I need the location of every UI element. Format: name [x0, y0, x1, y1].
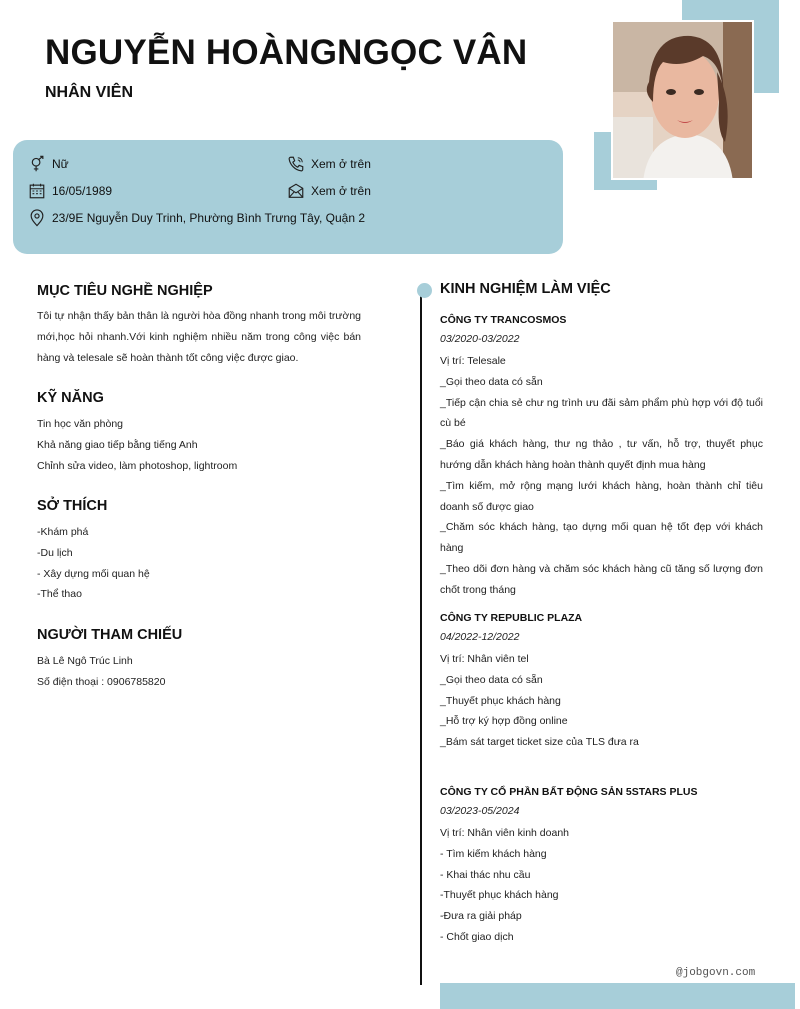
candidate-role: NHÂN VIÊN — [45, 84, 134, 101]
objective-title: MỤC TIÊU NGHỀ NGHIỆP — [37, 283, 213, 299]
job-entry-2 — [440, 611, 763, 753]
job-period: 03/2023-05/2024 — [440, 805, 520, 817]
job-duty: - Khai thác nhu cầu — [440, 868, 531, 881]
job-duty: _Gọi theo data có sẵn — [440, 375, 543, 388]
reference-item: Số điện thoại : 0906785820 — [37, 675, 166, 688]
birthday-info — [28, 182, 112, 200]
calendar-icon — [28, 182, 46, 200]
job-entry-1 — [440, 313, 763, 601]
job-duties — [440, 649, 763, 753]
job-duties — [440, 351, 763, 601]
job-duty: _Chăm sóc khách hàng, tạo dựng mối quan hệ tốt đẹp với khách hàng — [440, 521, 763, 555]
email-info — [287, 182, 371, 200]
job-duty: _Thuyết phục khách hàng — [440, 694, 561, 707]
profile-photo — [611, 20, 754, 180]
watermark: @jobgovn.com — [676, 967, 756, 979]
job-duty: - Tìm kiếm khách hàng — [440, 847, 547, 860]
job-duties — [440, 823, 763, 948]
job-duty: _Tìm kiếm, mở rộng mạng lưới khách hàng, hoàn thành chỉ tiêu doanh số được giao — [440, 479, 763, 513]
timeline-dot — [417, 283, 432, 298]
skill-item: Chỉnh sửa video, làm photoshop, lightroom — [37, 459, 238, 472]
phone-icon — [287, 155, 305, 173]
job-company: CÔNG TY REPUBLIC PLAZA — [440, 612, 583, 624]
job-duty: _Theo dõi đơn hàng và chăm sóc khách hàng cũ tăng số lượng đơn chốt trong tháng — [440, 562, 763, 596]
job-duty: _Tiếp cận chia sẻ chư ng trình ưu đãi sảm phẩm phù hợp với độ tuổi cù bé — [440, 396, 763, 430]
experience-title: KINH NGHIỆM LÀM VIỆC — [440, 281, 611, 297]
job-company: CÔNG TY TRANCOSMOS — [440, 314, 567, 326]
email-icon — [287, 182, 305, 200]
skill-item: Khả năng giao tiếp bằng tiếng Anh — [37, 438, 198, 451]
job-duty: Vị trí: Telesale — [440, 355, 506, 367]
job-company: CÔNG TY CỔ PHẦN BẤT ĐỘNG SẢN 5STARS PLUS — [440, 786, 698, 798]
reference-item: Bà Lê Ngô Trúc Linh — [37, 655, 133, 667]
job-duty: _Báo giá khách hàng, thư ng thảo , tư vấn, hỗ trợ, thuyết phục hướng dẫn khách hàng hoàn thành quyết định mua hàng — [440, 438, 763, 471]
gender-info — [28, 155, 69, 173]
job-entry-3 — [440, 785, 763, 948]
skills-title: KỸ NĂNG — [37, 390, 104, 406]
hobby-item: -Du lịch — [37, 546, 73, 559]
hobby-item: -Khám phá — [37, 526, 89, 538]
phone-info — [287, 155, 371, 173]
gender-value: Nữ — [52, 157, 69, 171]
location-icon — [28, 209, 46, 227]
timeline-line — [420, 296, 422, 985]
decorative-footer-bar — [440, 983, 795, 1009]
hobbies-list — [37, 522, 150, 605]
hobby-item: - Xây dựng mối quan hệ — [37, 567, 150, 580]
job-duty: - Chốt giao dịch — [440, 930, 514, 943]
job-duty: Vị trí: Nhân viên kinh doanh — [440, 827, 569, 839]
job-duty: Vị trí: Nhân viên tel — [440, 653, 529, 665]
job-duty: -Đưa ra giải pháp — [440, 910, 522, 923]
email-value: Xem ở trên — [311, 184, 371, 198]
job-duty: _Hỗ trợ ký hợp đồng online — [440, 715, 568, 728]
job-period: 04/2022-12/2022 — [440, 631, 520, 643]
address-value: 23/9E Nguyễn Duy Trinh, Phường Bình Trưng Tây, Quận 2 — [52, 211, 365, 225]
address-info — [28, 209, 365, 227]
job-period: 03/2020-03/2022 — [440, 333, 520, 345]
hobby-item: -Thể thao — [37, 588, 82, 601]
hobbies-title: SỞ THÍCH — [37, 498, 108, 514]
job-duty: _Bám sát target ticket size của TLS đưa ra — [440, 736, 639, 749]
job-duty: -Thuyết phục khách hàng — [440, 889, 559, 902]
references-title: NGƯỜI THAM CHIẾU — [37, 627, 183, 643]
objective-text: Tôi tự nhận thấy bản thân là người hòa đồng nhanh trong môi trường mới,học hỏi nhanh.Với kinh nghiệm nhiều năm trong công việc bán hàng và telesale sẽ hoàn thành tốt công việc được giao. — [37, 310, 361, 364]
gender-icon — [28, 155, 46, 173]
skill-item: Tin học văn phòng — [37, 418, 124, 430]
candidate-name: NGUYỄN HOÀNGNGỌC VÂN — [45, 33, 528, 72]
contact-info-box — [13, 140, 563, 254]
job-duty: _Gọi theo data có sẵn — [440, 673, 543, 686]
phone-value: Xem ở trên — [311, 157, 371, 171]
skills-list — [37, 414, 237, 476]
birthday-value: 16/05/1989 — [52, 184, 113, 198]
references-list — [37, 651, 165, 693]
